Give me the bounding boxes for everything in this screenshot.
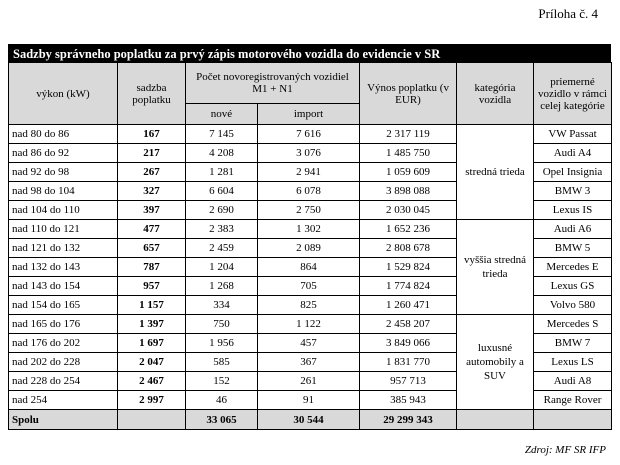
import-cell: 367 xyxy=(258,353,360,372)
fee-table-container xyxy=(8,44,611,430)
import-cell: 1 122 xyxy=(258,315,360,334)
power-cell: nad 110 do 121 xyxy=(9,220,118,239)
header-avg-vehicle: priemerné vozidlo v rámci celej kategórie xyxy=(534,63,612,125)
new-cell: 6 604 xyxy=(186,182,258,201)
power-cell: nad 121 do 132 xyxy=(9,239,118,258)
revenue-cell: 1 652 236 xyxy=(360,220,457,239)
vehicle-cell: Audi A8 xyxy=(534,372,612,391)
revenue-cell: 2 317 119 xyxy=(360,125,457,144)
vehicle-cell: Audi A4 xyxy=(534,144,612,163)
import-cell: 261 xyxy=(258,372,360,391)
revenue-cell: 957 713 xyxy=(360,372,457,391)
vehicle-cell: Audi A6 xyxy=(534,220,612,239)
rate-cell: 267 xyxy=(118,163,186,182)
revenue-cell: 2 808 678 xyxy=(360,239,457,258)
new-cell: 1 268 xyxy=(186,277,258,296)
rate-cell: 1 157 xyxy=(118,296,186,315)
revenue-cell: 385 943 xyxy=(360,391,457,410)
vehicle-cell: Opel Insignia xyxy=(534,163,612,182)
import-cell: 457 xyxy=(258,334,360,353)
power-cell: nad 154 do 165 xyxy=(9,296,118,315)
rate-cell: 657 xyxy=(118,239,186,258)
totals-new: 33 065 xyxy=(186,410,258,430)
import-cell: 2 750 xyxy=(258,201,360,220)
totals-label: Spolu xyxy=(9,410,118,430)
fee-table xyxy=(8,62,612,430)
new-cell: 1 956 xyxy=(186,334,258,353)
table-row xyxy=(9,125,612,144)
vehicle-cell: BMW 5 xyxy=(534,239,612,258)
vehicle-cell: Range Rover xyxy=(534,391,612,410)
rate-cell: 2 047 xyxy=(118,353,186,372)
annex-label: Príloha č. 4 xyxy=(538,6,598,21)
import-cell: 825 xyxy=(258,296,360,315)
power-cell: nad 86 do 92 xyxy=(9,144,118,163)
vehicle-cell: BMW 3 xyxy=(534,182,612,201)
rate-cell: 2 997 xyxy=(118,391,186,410)
rate-cell: 327 xyxy=(118,182,186,201)
totals-category-empty xyxy=(457,410,534,430)
power-cell: nad 143 do 154 xyxy=(9,277,118,296)
power-cell: nad 92 do 98 xyxy=(9,163,118,182)
import-cell: 7 616 xyxy=(258,125,360,144)
new-cell: 4 208 xyxy=(186,144,258,163)
revenue-cell: 1 260 471 xyxy=(360,296,457,315)
revenue-cell: 1 485 750 xyxy=(360,144,457,163)
new-cell: 585 xyxy=(186,353,258,372)
revenue-cell: 2 458 207 xyxy=(360,315,457,334)
new-cell: 152 xyxy=(186,372,258,391)
vehicle-cell: BMW 7 xyxy=(534,334,612,353)
revenue-cell: 3 898 088 xyxy=(360,182,457,201)
import-cell: 864 xyxy=(258,258,360,277)
new-cell: 750 xyxy=(186,315,258,334)
power-cell: nad 132 do 143 xyxy=(9,258,118,277)
rate-cell: 957 xyxy=(118,277,186,296)
table-row xyxy=(9,220,612,239)
vehicle-cell: VW Passat xyxy=(534,125,612,144)
rate-cell: 2 467 xyxy=(118,372,186,391)
new-cell: 2 459 xyxy=(186,239,258,258)
import-cell: 705 xyxy=(258,277,360,296)
rate-cell: 477 xyxy=(118,220,186,239)
category-cell: luxusné automobily a SUV xyxy=(457,315,534,410)
category-cell: vyššia stredná trieda xyxy=(457,220,534,315)
power-cell: nad 254 xyxy=(9,391,118,410)
import-cell: 2 941 xyxy=(258,163,360,182)
totals-import: 30 544 xyxy=(258,410,360,430)
header-category: kategória vozidla xyxy=(457,63,534,125)
import-cell: 2 089 xyxy=(258,239,360,258)
header-revenue: Výnos poplatku (v EUR) xyxy=(360,63,457,125)
vehicle-cell: Volvo 580 xyxy=(534,296,612,315)
revenue-cell: 2 030 045 xyxy=(360,201,457,220)
new-cell: 2 690 xyxy=(186,201,258,220)
power-cell: nad 202 do 228 xyxy=(9,353,118,372)
table-title: Sadzby správneho poplatku za prvý zápis motorového vozidla do evidencie v SR xyxy=(8,44,611,62)
power-cell: nad 80 do 86 xyxy=(9,125,118,144)
new-cell: 334 xyxy=(186,296,258,315)
category-cell: stredná trieda xyxy=(457,125,534,220)
table-row xyxy=(9,315,612,334)
rate-cell: 397 xyxy=(118,201,186,220)
rate-cell: 1 697 xyxy=(118,334,186,353)
rate-cell: 1 397 xyxy=(118,315,186,334)
vehicle-cell: Mercedes E xyxy=(534,258,612,277)
power-cell: nad 228 do 254 xyxy=(9,372,118,391)
new-cell: 1 204 xyxy=(186,258,258,277)
new-cell: 7 145 xyxy=(186,125,258,144)
new-cell: 1 281 xyxy=(186,163,258,182)
rate-cell: 787 xyxy=(118,258,186,277)
power-cell: nad 165 do 176 xyxy=(9,315,118,334)
source-note: Zdroj: MF SR IFP xyxy=(524,444,606,456)
header-count-group: Počet novoregistrovaných vozidiel M1 + N1 xyxy=(186,63,360,104)
power-cell: nad 176 do 202 xyxy=(9,334,118,353)
import-cell: 91 xyxy=(258,391,360,410)
header-import: import xyxy=(258,104,360,125)
revenue-cell: 1 774 824 xyxy=(360,277,457,296)
import-cell: 3 076 xyxy=(258,144,360,163)
totals-revenue: 29 299 343 xyxy=(360,410,457,430)
vehicle-cell: Mercedes S xyxy=(534,315,612,334)
revenue-cell: 1 059 609 xyxy=(360,163,457,182)
totals-vehicle-empty xyxy=(534,410,612,430)
header-new: nové xyxy=(186,104,258,125)
import-cell: 6 078 xyxy=(258,182,360,201)
rate-cell: 217 xyxy=(118,144,186,163)
revenue-cell: 1 831 770 xyxy=(360,353,457,372)
power-cell: nad 104 do 110 xyxy=(9,201,118,220)
rate-cell: 167 xyxy=(118,125,186,144)
vehicle-cell: Lexus LS xyxy=(534,353,612,372)
import-cell: 1 302 xyxy=(258,220,360,239)
power-cell: nad 98 do 104 xyxy=(9,182,118,201)
totals-rate-empty xyxy=(118,410,186,430)
vehicle-cell: Lexus IS xyxy=(534,201,612,220)
revenue-cell: 1 529 824 xyxy=(360,258,457,277)
new-cell: 46 xyxy=(186,391,258,410)
header-rate: sadzba poplatku xyxy=(118,63,186,125)
revenue-cell: 3 849 066 xyxy=(360,334,457,353)
new-cell: 2 383 xyxy=(186,220,258,239)
totals-row xyxy=(9,410,612,430)
header-power: výkon (kW) xyxy=(9,63,118,125)
vehicle-cell: Lexus GS xyxy=(534,277,612,296)
